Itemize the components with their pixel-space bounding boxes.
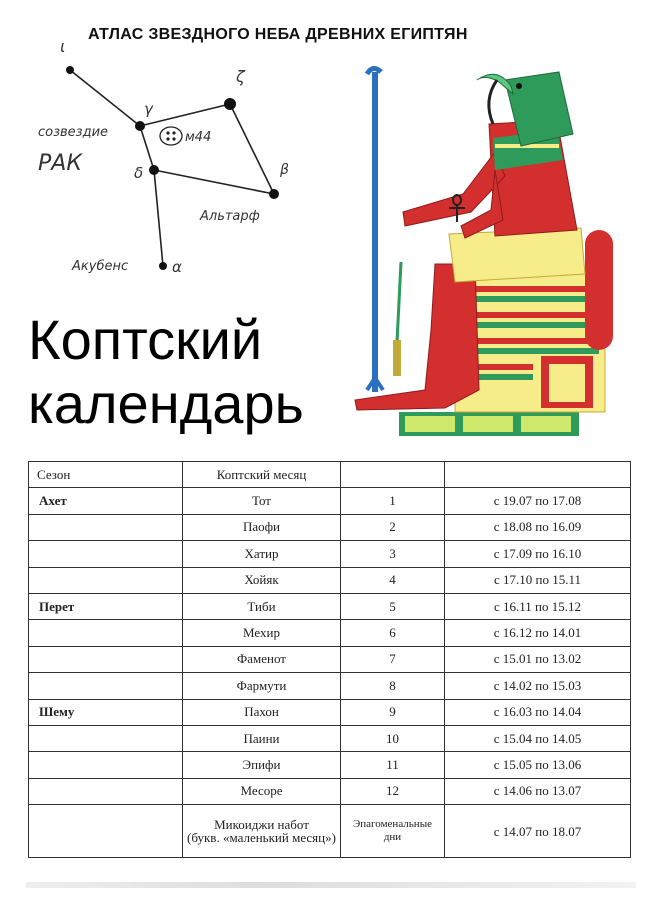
- dates-cell: с 15.05 по 13.06: [445, 752, 631, 778]
- table-row: [29, 699, 631, 725]
- number-cell-epagomenal: [341, 805, 445, 858]
- number-cell: 6: [341, 620, 445, 646]
- dates-cell: с 14.06 по 13.07: [445, 778, 631, 804]
- month-cell: Хойяк: [183, 567, 341, 593]
- month-cell-epagomenal: [183, 805, 341, 858]
- number-cell: 11: [341, 752, 445, 778]
- season-cell: [29, 567, 183, 593]
- label-iota: ι: [60, 37, 66, 56]
- star-iota: [66, 66, 74, 74]
- label-zeta: ζ: [236, 67, 245, 86]
- number-cell: 3: [341, 541, 445, 567]
- title-line-1: Коптский: [28, 308, 263, 371]
- month-cell: Мехир: [183, 620, 341, 646]
- number-cell: 9: [341, 699, 445, 725]
- season-cell: [29, 725, 183, 751]
- calendar-table-wrap: [28, 461, 630, 858]
- epagomenal-label-2: дни: [383, 831, 402, 844]
- month-cell: Месоре: [183, 778, 341, 804]
- page-title: [28, 308, 358, 436]
- table-row: [29, 725, 631, 751]
- month-cell: Фармути: [183, 673, 341, 699]
- dates-cell: с 16.11 по 15.12: [445, 593, 631, 619]
- star-beta: [269, 189, 279, 199]
- number-cell: 4: [341, 567, 445, 593]
- number-cell: 10: [341, 725, 445, 751]
- star-delta: [149, 165, 159, 175]
- number-cell: 2: [341, 514, 445, 540]
- table-row: [29, 752, 631, 778]
- number-cell: 8: [341, 673, 445, 699]
- number-cell: 12: [341, 778, 445, 804]
- season-cell: [29, 514, 183, 540]
- star-zeta: [224, 98, 236, 110]
- dates-cell: с 14.02 по 15.03: [445, 673, 631, 699]
- number-cell: 7: [341, 646, 445, 672]
- thoth-illustration: [345, 60, 635, 445]
- label-constellation: созвездие: [38, 125, 109, 140]
- season-cell: Шему: [29, 699, 183, 725]
- dates-cell: с 18.08 по 16.09: [445, 514, 631, 540]
- table-header-row: [29, 462, 631, 488]
- label-constellation-name: РАК: [38, 151, 82, 176]
- epagomenal-month-name: Микоиджи набот: [214, 817, 309, 833]
- label-m44: м44: [185, 130, 212, 145]
- table-row: [29, 673, 631, 699]
- season-cell: [29, 805, 183, 858]
- table-row-epagomenal: [29, 805, 631, 858]
- label-acubens: Акубенс: [72, 259, 129, 274]
- table-row: [29, 488, 631, 514]
- dates-cell: с 15.04 по 14.05: [445, 725, 631, 751]
- header-season: Сезон: [29, 462, 183, 488]
- table-row: [29, 593, 631, 619]
- header-number: [341, 462, 445, 488]
- star-gamma: [135, 121, 145, 131]
- scan-edge: [26, 882, 636, 888]
- table-row: [29, 541, 631, 567]
- season-cell: [29, 752, 183, 778]
- month-cell: Тот: [183, 488, 341, 514]
- cluster-m44-icon: [160, 127, 182, 145]
- table-row: [29, 567, 631, 593]
- season-cell: [29, 541, 183, 567]
- coptic-calendar-table: [28, 461, 631, 858]
- label-altarf: Альтарф: [200, 209, 260, 224]
- star-alpha: [159, 262, 167, 270]
- label-alpha: α: [172, 258, 182, 276]
- month-cell: Фаменот: [183, 646, 341, 672]
- month-cell: Паини: [183, 725, 341, 751]
- cancer-star-map: [20, 30, 320, 290]
- season-cell: [29, 620, 183, 646]
- header-month: Коптский месяц: [183, 462, 341, 488]
- title-line-2: календарь: [28, 372, 304, 435]
- dates-cell: с 17.09 по 16.10: [445, 541, 631, 567]
- dates-cell: с 16.12 по 14.01: [445, 620, 631, 646]
- month-cell: Паофи: [183, 514, 341, 540]
- season-cell: [29, 673, 183, 699]
- month-cell: Пахон: [183, 699, 341, 725]
- header-dates: [445, 462, 631, 488]
- number-cell: 1: [341, 488, 445, 514]
- dates-cell: с 17.10 по 15.11: [445, 567, 631, 593]
- season-cell: [29, 778, 183, 804]
- epagomenal-month-translation: (букв. «маленький месяц»): [187, 830, 336, 846]
- table-row: [29, 646, 631, 672]
- month-cell: Тиби: [183, 593, 341, 619]
- atlas-title: АТЛАС ЗВЕЗДНОГО НЕБА ДРЕВНИХ ЕГИПТЯН: [88, 26, 468, 43]
- dates-cell: с 16.03 по 14.04: [445, 699, 631, 725]
- label-gamma: γ: [144, 100, 153, 118]
- month-cell: Хатир: [183, 541, 341, 567]
- season-cell: Перет: [29, 593, 183, 619]
- month-cell: Эпифи: [183, 752, 341, 778]
- dates-cell: с 14.07 по 18.07: [445, 805, 631, 858]
- label-beta: β: [280, 162, 289, 178]
- season-cell: Ахет: [29, 488, 183, 514]
- number-cell: 5: [341, 593, 445, 619]
- label-delta: δ: [134, 164, 144, 182]
- table-row: [29, 514, 631, 540]
- dates-cell: с 15.01 по 13.02: [445, 646, 631, 672]
- epagomenal-label-1: Эпагоменальные: [353, 818, 432, 831]
- dates-cell: с 19.07 по 17.08: [445, 488, 631, 514]
- table-row: [29, 620, 631, 646]
- table-row: [29, 778, 631, 804]
- season-cell: [29, 646, 183, 672]
